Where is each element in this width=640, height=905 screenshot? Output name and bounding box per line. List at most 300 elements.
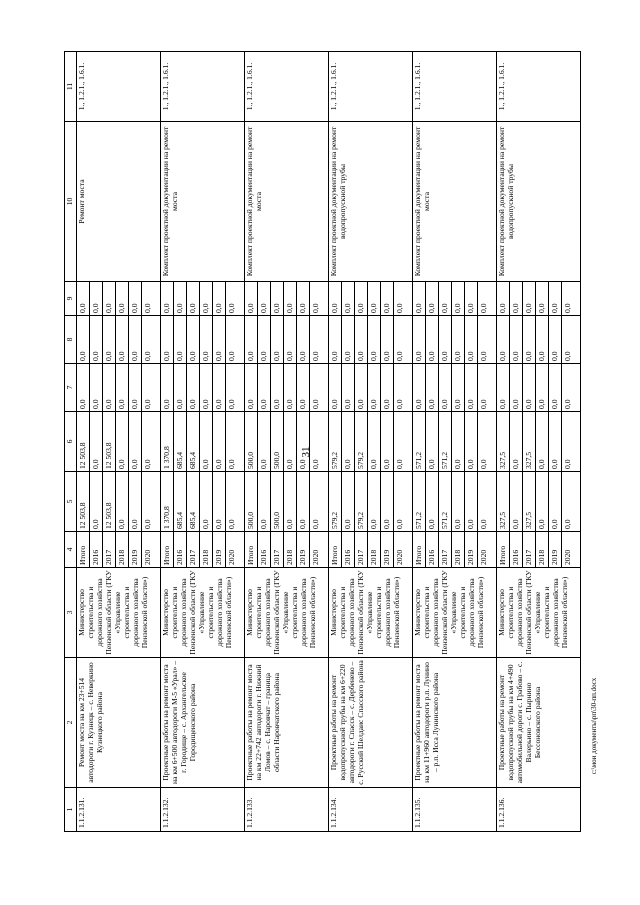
- col8-cell-value: 0,0: [213, 316, 226, 363]
- table-row: [329, 52, 413, 832]
- col7-cell-value: 0,0: [395, 399, 404, 409]
- col5-cell-value: 0,0: [284, 472, 297, 531]
- col7-cell-value: 0,0: [368, 364, 381, 411]
- col8-cell: [77, 316, 161, 364]
- col7-cell-value: 0,0: [116, 364, 129, 411]
- col7-cell-value: 0,0: [510, 364, 523, 411]
- col8-cell-value: 0,0: [523, 316, 536, 363]
- row-result: Ремонт моста: [77, 122, 161, 282]
- col9-cell-value: 0,0: [413, 282, 426, 315]
- col5-cell-value: 0,0: [426, 472, 439, 531]
- col5-cell: [77, 472, 161, 532]
- col8-cell-value: 0,0: [465, 316, 478, 363]
- col8-cell-value: 0,0: [227, 351, 236, 361]
- col8-cell-value: 0,0: [413, 316, 426, 363]
- col7-cell-value: 0,0: [497, 364, 510, 411]
- col7-cell-value: 0,0: [200, 364, 213, 411]
- col6-cell: [413, 412, 497, 472]
- col8-cell-value: 0,0: [549, 316, 562, 363]
- col7-cell-value: 0,0: [329, 364, 342, 411]
- row-executor: Министерство строительства и дорожного хозяйства Пензенской области (ГКУ «Управление строительства и дорожного хозяйства Пензенской области»): [161, 568, 245, 658]
- col7-cell-value: 0,0: [465, 364, 478, 411]
- year-cell-value: 2019: [297, 532, 310, 567]
- col9-cell-value: 0,0: [355, 282, 368, 315]
- column-header-4: 4: [65, 532, 77, 568]
- col8-cell-value: 0,0: [143, 351, 152, 361]
- year-cell: [413, 532, 497, 568]
- col7-cell-value: 0,0: [77, 364, 90, 411]
- col9-cell-value: 0,0: [271, 282, 284, 315]
- col5-cell: [497, 472, 581, 532]
- year-cell-value: Итого: [77, 532, 90, 567]
- col8-cell-value: 0,0: [245, 316, 258, 363]
- col7-cell-value: 0,0: [103, 364, 116, 411]
- col9-cell-value: 0,0: [77, 282, 90, 315]
- row-id: 1.1.2.134.: [329, 788, 413, 832]
- col9-cell-value: 0,0: [284, 282, 297, 315]
- col5-cell-value: 571,2: [413, 472, 426, 531]
- col7-cell-value: 0,0: [426, 364, 439, 411]
- row-name: Проектные работы на ремонт моста на км 6+500 автодороги М-5 «Урал» – г. Городище – с. Архангельское Городищенского района: [161, 658, 245, 788]
- year-cell-value: 2017: [103, 532, 116, 567]
- col8-cell: [245, 316, 329, 364]
- col8-cell-value: 0,0: [381, 316, 394, 363]
- year-cell-value: 2019: [381, 532, 394, 567]
- col9-cell: [497, 282, 581, 316]
- col8-cell-value: 0,0: [174, 316, 187, 363]
- col6-cell-value: 571,2: [439, 412, 452, 471]
- col9-cell-value: 0,0: [563, 303, 572, 313]
- col5-cell-value: 327,5: [523, 472, 536, 531]
- col9-cell-value: 0,0: [536, 282, 549, 315]
- column-header-1: 1: [65, 788, 77, 832]
- col6-cell-value: 0,0: [368, 412, 381, 471]
- row-id: 1.1.2.133.: [245, 788, 329, 832]
- col7-cell-value: 0,0: [355, 364, 368, 411]
- col6-cell-value: 0,0: [452, 412, 465, 471]
- column-header-11: 11: [65, 52, 77, 122]
- year-cell: [161, 532, 245, 568]
- col6-cell-value: 0,0: [395, 459, 404, 469]
- year-cell-value: 2017: [187, 532, 200, 567]
- column-header-6: 6: [65, 412, 77, 472]
- year-cell-value: 2018: [200, 532, 213, 567]
- row-executor: Министерство строительства и дорожного хозяйства Пензенской области (ГКУ «Управление строительства и дорожного хозяйства Пензенской области»): [413, 568, 497, 658]
- col8-cell-value: 0,0: [563, 351, 572, 361]
- col5-cell-value: 0,0: [90, 472, 103, 531]
- col9-cell-value: 0,0: [161, 282, 174, 315]
- col8-cell-value: 0,0: [284, 316, 297, 363]
- col5-cell-value: 0,0: [395, 519, 404, 529]
- col8-cell-value: 0,0: [395, 351, 404, 361]
- col8-cell-value: 0,0: [439, 316, 452, 363]
- row-executor: Министерство строительства и дорожного хозяйства Пензенской области (ГКУ «Управление строительства и дорожного хозяйства Пензенской области»): [497, 568, 581, 658]
- col5-cell-value: 0,0: [465, 472, 478, 531]
- col5-cell-value: 0,0: [342, 472, 355, 531]
- col9-cell-value: 0,0: [549, 282, 562, 315]
- col7-cell: [329, 364, 413, 412]
- col6-cell-value: 0,0: [143, 459, 152, 469]
- year-cell: [497, 532, 581, 568]
- col5-cell-value: 0,0: [129, 472, 142, 531]
- col8-cell-value: 0,0: [161, 316, 174, 363]
- year-cell-value: Итого: [329, 532, 342, 567]
- col5-cell-value: 0,0: [116, 472, 129, 531]
- col7-cell-value: 0,0: [311, 399, 320, 409]
- table-row: [245, 52, 329, 832]
- col5-cell-value: 685,4: [187, 472, 200, 531]
- col7-cell-value: 0,0: [381, 364, 394, 411]
- col6-cell: [77, 412, 161, 472]
- col9-cell-value: 0,0: [452, 282, 465, 315]
- col5-cell-value: 500,0: [245, 472, 258, 531]
- col5-cell-value: 0,0: [297, 472, 310, 531]
- year-cell-value: 2019: [465, 532, 478, 567]
- column-header-5: 5: [65, 472, 77, 532]
- col9-cell: [245, 282, 329, 316]
- col9-cell: [77, 282, 161, 316]
- col6-cell-value: 327,5: [497, 412, 510, 471]
- col6-cell-value: 327,5: [523, 412, 536, 471]
- col5-cell: [329, 472, 413, 532]
- col8-cell: [413, 316, 497, 364]
- col9-cell-value: 0,0: [342, 282, 355, 315]
- col9-cell-value: 0,0: [200, 282, 213, 315]
- col8-cell-value: 0,0: [479, 351, 488, 361]
- row-indicators: 1., 1.2.1., 1.6.1.: [245, 52, 329, 122]
- col6-cell: [497, 412, 581, 472]
- year-cell-value: 2017: [439, 532, 452, 567]
- table-row: [161, 52, 245, 832]
- col5-cell-value: 579,2: [355, 472, 368, 531]
- col6-cell-value: 0,0: [116, 412, 129, 471]
- col5-cell-value: 0,0: [536, 472, 549, 531]
- year-cell-value: 2020: [143, 549, 152, 565]
- col7-cell-value: 0,0: [258, 364, 271, 411]
- row-result: Комплект проектной документации на ремонт моста: [161, 122, 245, 282]
- year-cell-value: Итого: [497, 532, 510, 567]
- col8-cell-value: 0,0: [129, 316, 142, 363]
- col7-cell-value: 0,0: [90, 364, 103, 411]
- row-id: 1.1.2.132.: [161, 788, 245, 832]
- col8-cell-value: 0,0: [187, 316, 200, 363]
- year-cell-value: 2017: [355, 532, 368, 567]
- col8-cell-value: 0,0: [329, 316, 342, 363]
- col7-cell-value: 0,0: [161, 364, 174, 411]
- col9-cell-value: 0,0: [426, 282, 439, 315]
- col6-cell-value: 0,0: [465, 412, 478, 471]
- col7-cell-value: 0,0: [213, 364, 226, 411]
- col5-cell-value: 685,4: [174, 472, 187, 531]
- col6-cell-value: 0,0: [549, 412, 562, 471]
- table-row: [77, 52, 161, 832]
- year-cell-value: 2018: [368, 532, 381, 567]
- table-row: [413, 52, 497, 832]
- col9-cell-value: 0,0: [103, 282, 116, 315]
- col7-cell-value: 0,0: [187, 364, 200, 411]
- col5-cell-value: 0,0: [213, 472, 226, 531]
- col9-cell-value: 0,0: [129, 282, 142, 315]
- year-cell-value: Итого: [413, 532, 426, 567]
- row-indicators: 1., 1.2.1., 1.6.1.: [77, 52, 161, 122]
- col7-cell-value: 0,0: [245, 364, 258, 411]
- col9-cell-value: 0,0: [187, 282, 200, 315]
- col6-cell-value: 0,0: [284, 412, 297, 471]
- col7-cell-value: 0,0: [536, 364, 549, 411]
- col9-cell-value: 0,0: [116, 282, 129, 315]
- table-row: [497, 52, 581, 832]
- column-header-3: 3: [65, 568, 77, 658]
- col9-cell-value: 0,0: [245, 282, 258, 315]
- col7-cell-value: 0,0: [563, 399, 572, 409]
- row-result: Комплект проектной документации на ремонт водопропускной трубы: [329, 122, 413, 282]
- col6-cell-value: 500,0: [271, 412, 284, 471]
- year-cell-value: Итого: [161, 532, 174, 567]
- col8-cell-value: 0,0: [311, 351, 320, 361]
- col5-cell-value: 0,0: [510, 472, 523, 531]
- col7-cell-value: 0,0: [413, 364, 426, 411]
- col7-cell: [245, 364, 329, 412]
- year-cell-value: 2018: [116, 532, 129, 567]
- col9-cell-value: 0,0: [479, 303, 488, 313]
- col7-cell: [161, 364, 245, 412]
- col5-cell-value: 0,0: [227, 519, 236, 529]
- col7-cell-value: 0,0: [439, 364, 452, 411]
- col7-cell-value: 0,0: [549, 364, 562, 411]
- year-cell-value: 2020: [395, 549, 404, 565]
- col8-cell-value: 0,0: [452, 316, 465, 363]
- row-indicators: 1., 1.2.1., 1.6.1.: [161, 52, 245, 122]
- col7-cell-value: 0,0: [174, 364, 187, 411]
- header-row: [65, 52, 77, 832]
- year-cell-value: 2016: [174, 532, 187, 567]
- col5-cell-value: 0,0: [311, 519, 320, 529]
- col5-cell-value: 500,0: [271, 472, 284, 531]
- col5-cell-value: 0,0: [143, 519, 152, 529]
- col8-cell-value: 0,0: [426, 316, 439, 363]
- col8-cell-value: 0,0: [342, 316, 355, 363]
- row-name: Проектные работы на ремонт водопропускной трубы на км 6+220 автодороги г. Спасск – с. Дербенево – с. Русский Шелдаис Спасского района: [329, 658, 413, 788]
- col5-cell-value: 0,0: [563, 519, 572, 529]
- year-cell-value: 2018: [284, 532, 297, 567]
- col9-cell-value: 0,0: [258, 282, 271, 315]
- row-id: 1.1.2.131.: [77, 788, 161, 832]
- col6-cell-value: 0,0: [213, 412, 226, 471]
- year-cell-value: 2018: [536, 532, 549, 567]
- col5-cell-value: 0,0: [381, 472, 394, 531]
- year-cell-value: 2019: [549, 532, 562, 567]
- program-table: [64, 51, 581, 832]
- col9-cell-value: 0,0: [311, 303, 320, 313]
- year-cell-value: 2016: [510, 532, 523, 567]
- year-cell-value: 2017: [523, 532, 536, 567]
- col6-cell-value: 571,2: [413, 412, 426, 471]
- row-name: Проектные работы на ремонт водопропускной трубы на км 4+490 автомобильной дороги с. Грабово – с. Валерьино – с. Пырнино Бессоновского района: [497, 658, 581, 788]
- col6-cell-value: 0,0: [381, 412, 394, 471]
- col9-cell-value: 0,0: [497, 282, 510, 315]
- year-cell: [329, 532, 413, 568]
- col6-cell-value: 12 503,8: [77, 412, 90, 471]
- column-header-8: 8: [65, 316, 77, 364]
- col6-cell-value: 685,4: [187, 412, 200, 471]
- col5-cell-value: 12 503,8: [103, 472, 116, 531]
- row-id: 1.1.2.136.: [497, 788, 581, 832]
- col5-cell-value: 0,0: [368, 472, 381, 531]
- col5-cell-value: 0,0: [452, 472, 465, 531]
- col9-cell-value: 0,0: [297, 282, 310, 315]
- year-cell-value: 2016: [90, 532, 103, 567]
- col5-cell-value: 571,2: [439, 472, 452, 531]
- col5-cell-value: 1 370,8: [161, 472, 174, 531]
- row-name: Проектные работы на ремонт моста на км 22+742 автодороги г. Нижний Ломов – с. Наровчат – граница области Наровчатского района: [245, 658, 329, 788]
- col7-cell-value: 0,0: [342, 364, 355, 411]
- col5-cell-value: 0,0: [258, 472, 271, 531]
- year-cell-value: 2020: [227, 549, 236, 565]
- col8-cell-value: 0,0: [200, 316, 213, 363]
- col8-cell-value: 0,0: [271, 316, 284, 363]
- file-path-footer: c:\мои документы\рп\30-пп.docx: [590, 677, 598, 775]
- row-name: Ремонт моста на км 23+514 автодороги г. Кузнецк – с. Неверкино Кузнецкого района: [77, 658, 161, 788]
- col6-cell-value: 0,0: [258, 412, 271, 471]
- col5-cell-value: 0,0: [549, 472, 562, 531]
- col8-cell-value: 0,0: [77, 316, 90, 363]
- col9-cell-value: 0,0: [213, 282, 226, 315]
- col7-cell-value: 0,0: [143, 399, 152, 409]
- col7-cell: [77, 364, 161, 412]
- page-number: 31: [300, 446, 312, 458]
- year-cell-value: 2019: [213, 532, 226, 567]
- col9-cell-value: 0,0: [465, 282, 478, 315]
- col7-cell-value: 0,0: [479, 399, 488, 409]
- col8-cell-value: 0,0: [103, 316, 116, 363]
- col8-cell: [497, 316, 581, 364]
- col5-cell-value: 579,2: [329, 472, 342, 531]
- col6-cell: [245, 412, 329, 472]
- col5-cell: [413, 472, 497, 532]
- col6-cell-value: 0,0: [90, 412, 103, 471]
- col9-cell: [413, 282, 497, 316]
- col9-cell-value: 0,0: [523, 282, 536, 315]
- col8-cell: [329, 316, 413, 364]
- year-cell: [245, 532, 329, 568]
- col9-cell-value: 0,0: [174, 282, 187, 315]
- col7-cell: [497, 364, 581, 412]
- col7-cell-value: 0,0: [129, 364, 142, 411]
- col8-cell: [161, 316, 245, 364]
- col6-cell-value: 0,0: [129, 412, 142, 471]
- col7-cell-value: 0,0: [523, 364, 536, 411]
- col6-cell-value: 0,0: [563, 459, 572, 469]
- col7-cell-value: 0,0: [271, 364, 284, 411]
- row-indicators: 1., 1.2.1., 1.6.1.: [413, 52, 497, 122]
- col6-cell-value: 0,0: [479, 459, 488, 469]
- col6-cell-value: 500,0: [245, 412, 258, 471]
- row-indicators: 1., 1.2.1., 1.6.1.: [497, 52, 581, 122]
- col7-cell-value: 0,0: [297, 364, 310, 411]
- col5-cell-value: 0,0: [479, 519, 488, 529]
- year-cell-value: 2016: [258, 532, 271, 567]
- col9-cell-value: 0,0: [395, 303, 404, 313]
- row-indicators: 1., 1.2.1., 1.6.1.: [329, 52, 413, 122]
- row-result: Комплект проектной документации на ремонт водопропускной трубы: [497, 122, 581, 282]
- col8-cell-value: 0,0: [536, 316, 549, 363]
- row-result: Комплект проектной документации на ремонт моста: [413, 122, 497, 282]
- rotated-table-area: [64, 52, 586, 832]
- col6-cell: [161, 412, 245, 472]
- row-id: 1.1.2.135.: [413, 788, 497, 832]
- col8-cell-value: 0,0: [355, 316, 368, 363]
- col5-cell-value: 327,5: [497, 472, 510, 531]
- col8-cell-value: 0,0: [510, 316, 523, 363]
- col9-cell-value: 0,0: [368, 282, 381, 315]
- col6-cell-value: 579,2: [355, 412, 368, 471]
- col7-cell-value: 0,0: [452, 364, 465, 411]
- row-executor: Министерство строительства и дорожного хозяйства Пензенской области (ГКУ «Управление строительства и дорожного хозяйства Пензенской области»): [245, 568, 329, 658]
- col9-cell: [329, 282, 413, 316]
- col5-cell-value: 12 503,8: [77, 472, 90, 531]
- col6-cell-value: 0,0: [227, 459, 236, 469]
- year-cell-value: 2019: [129, 532, 142, 567]
- col9-cell-value: 0,0: [227, 303, 236, 313]
- col5-cell: [245, 472, 329, 532]
- col6-cell-value: 0,0: [311, 459, 320, 469]
- column-header-9: 9: [65, 282, 77, 316]
- col9-cell-value: 0,0: [90, 282, 103, 315]
- year-cell-value: 2020: [479, 549, 488, 565]
- year-cell-value: 2020: [311, 549, 320, 565]
- row-name: Проектные работы на ремонт моста на км 11+960 автодороги р.п. Лунино – р.п. Исса Лунинского района: [413, 658, 497, 788]
- row-executor: Министерство строительства и дорожного хозяйства Пензенской области (ГКУ «Управление строительства и дорожного хозяйства Пензенской области»): [77, 568, 161, 658]
- col6-cell-value: 0,0: [297, 412, 310, 471]
- col8-cell-value: 0,0: [368, 316, 381, 363]
- col6-cell: [329, 412, 413, 472]
- col8-cell-value: 0,0: [90, 316, 103, 363]
- col6-cell-value: 12 503,8: [103, 412, 116, 471]
- year-cell-value: 2020: [563, 549, 572, 565]
- col6-cell-value: 0,0: [200, 412, 213, 471]
- col9-cell-value: 0,0: [381, 282, 394, 315]
- row-result: Комплект проектной документации на ремонт моста: [245, 122, 329, 282]
- col6-cell-value: 0,0: [426, 412, 439, 471]
- col5-cell: [161, 472, 245, 532]
- row-executor: Министерство строительства и дорожного хозяйства Пензенской области (ГКУ «Управление строительства и дорожного хозяйства Пензенской области»): [329, 568, 413, 658]
- year-cell-value: Итого: [245, 532, 258, 567]
- col6-cell-value: 579,2: [329, 412, 342, 471]
- col6-cell-value: 0,0: [510, 412, 523, 471]
- year-cell-value: 2017: [271, 532, 284, 567]
- col7-cell-value: 0,0: [227, 399, 236, 409]
- col6-cell-value: 1 370,8: [161, 412, 174, 471]
- col8-cell-value: 0,0: [116, 316, 129, 363]
- col9-cell-value: 0,0: [439, 282, 452, 315]
- year-cell-value: 2018: [452, 532, 465, 567]
- col6-cell-value: 0,0: [342, 412, 355, 471]
- year-cell-value: 2016: [426, 532, 439, 567]
- column-header-7: 7: [65, 364, 77, 412]
- col8-cell-value: 0,0: [258, 316, 271, 363]
- year-cell-value: 2016: [342, 532, 355, 567]
- col6-cell-value: 0,0: [536, 412, 549, 471]
- col9-cell: [161, 282, 245, 316]
- year-cell: [77, 532, 161, 568]
- column-header-10: 10: [65, 122, 77, 282]
- col9-cell-value: 0,0: [510, 282, 523, 315]
- col7-cell-value: 0,0: [284, 364, 297, 411]
- col9-cell-value: 0,0: [143, 303, 152, 313]
- col8-cell-value: 0,0: [497, 316, 510, 363]
- col5-cell-value: 0,0: [200, 472, 213, 531]
- col8-cell-value: 0,0: [297, 316, 310, 363]
